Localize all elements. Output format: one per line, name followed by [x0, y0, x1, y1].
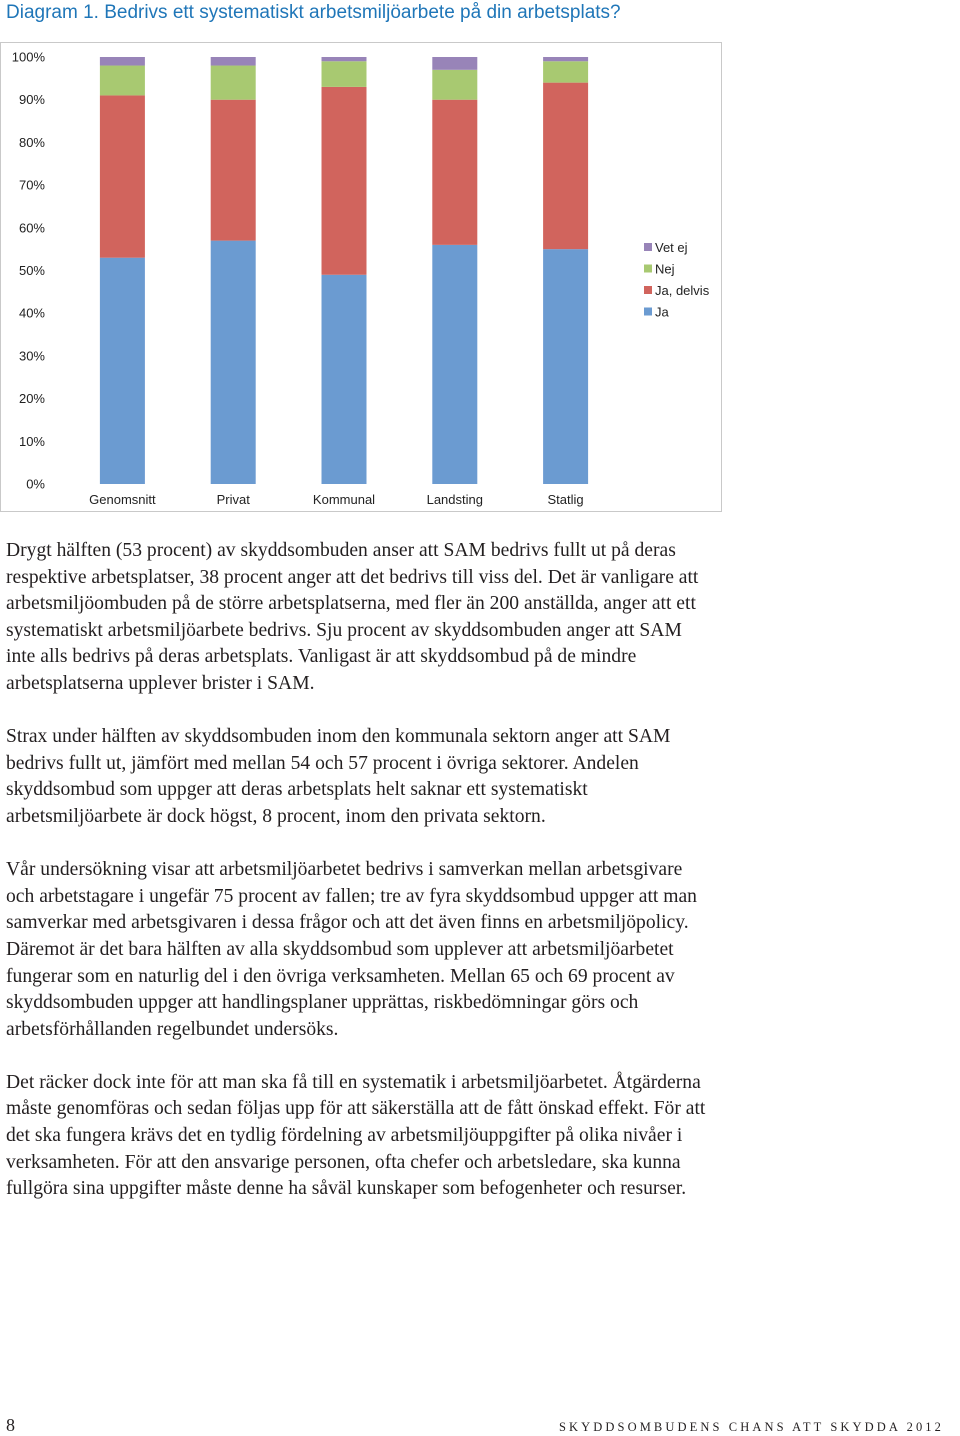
bar-segment-kommunal-nej [322, 61, 367, 87]
bar-segment-kommunal-ja-delvis [322, 87, 367, 275]
x-category-label: Privat [216, 492, 250, 507]
bar-segment-privat-ja [211, 241, 256, 484]
y-tick-label: 60% [18, 220, 45, 236]
bar-segment-statlig-ja-delvis [543, 83, 588, 250]
stacked-bar-chart [0, 42, 722, 512]
bar-segment-statlig-vet-ej [543, 57, 588, 61]
paragraph-3: Vår undersökning visar att arbetsmiljöarbetet bedrivs i samverkan mellan arbetsgivare och arbetstagare i ungefär 75 procent av fallen; tre av fyra skyddsombud uppger att man samverkar med arbetsgivaren i dessa frågor och att det även finns en arbetsmiljöpolicy. Däremot är det bara hälften av alla skyddsombud som upplever att arbetsmiljöarbetet fungerar som en naturlig del i den övriga verksamheten. Mellan 65 och 69 procent av skyddsombuden uppger att handlingsplaner upprättas, riskbedömningar görs och arbetsförhållanden regelbundet undersöks. [6, 859, 697, 1040]
paragraph-4: Det räcker dock inte för att man ska få till en systematik i arbetsmiljöarbetet. Åtgärderna måste genomföras och sedan följas upp för att säkerställa att de fått önskad effekt. För att det ska fungera krävs det en tydlig fördelning av arbetsmiljöuppgifter på olika nivåer i verksamheten. För att den ansvarige personen, ofta chefer och arbetsledare, ska kunna fullgöra sina uppgifter måste denne ha såväl kunskaper som befogenheter och resurser. [6, 1071, 706, 1200]
bar-segment-landsting-vet-ej [432, 57, 477, 70]
figure-title: Diagram 1. Bedrivs ett systematiskt arbetsmiljöarbete på din arbetsplats? [6, 2, 621, 23]
legend-swatch [644, 243, 652, 251]
x-category-label: Kommunal [312, 492, 376, 507]
y-tick-label: 90% [18, 92, 45, 108]
y-tick-label: 30% [18, 348, 45, 364]
running-footer: SKYDDSOMBUDENS CHANS ATT SKYDDA 2012 [558, 1420, 944, 1434]
y-tick-label: 70% [18, 177, 45, 193]
bar-segment-genomsnitt-ja [100, 258, 145, 484]
bar-segment-landsting-ja [432, 245, 477, 484]
y-tick-label: 100% [11, 49, 45, 65]
bar-segment-privat-vet-ej [211, 57, 256, 66]
y-tick-label: 40% [18, 305, 45, 321]
bar-segment-statlig-ja [543, 249, 588, 484]
legend-swatch [644, 286, 652, 294]
bar-segment-privat-nej [211, 66, 256, 100]
legend-label: Nej [655, 261, 675, 277]
bar-segment-genomsnitt-nej [100, 66, 145, 96]
page-number: 8 [6, 1415, 15, 1435]
x-category-label: Statlig [547, 492, 584, 507]
legend-label: Vet ej [655, 240, 688, 255]
paragraph-1: Drygt hälften (53 procent) av skyddsombuden anser att SAM bedrivs fullt ut på deras respektive arbetsplatser, 38 procent anger att det bedrivs till viss del. Det är vanligare att arbetsmiljöombuden på de större arbetsplatserna, med fler än 200 anställda, anger att ett systematiskt arbetsmiljöarbete bedrivs. Sju procent av skyddsombuden anger att SAM inte alls bedrivs på deras arbetsplats. Vanligast är att skyddsombud på de mindre arbetsplatserna upplever brister i SAM. [6, 540, 699, 694]
y-tick-label: 80% [18, 134, 45, 150]
body-text [6, 538, 712, 1229]
bar-segment-genomsnitt-vet-ej [100, 57, 145, 66]
y-tick-label: 20% [18, 391, 45, 407]
x-category-label: Genomsnitt [89, 492, 156, 507]
bar-segment-kommunal-vet-ej [322, 57, 367, 61]
paragraph-2: Strax under hälften av skyddsombuden inom den kommunala sektorn anger att SAM bedrivs fullt ut, jämfört med mellan 54 och 57 procent i övriga sektorer. Andelen skyddsombud som uppger att deras arbetsplats helt saknar ett systematiskt arbetsmiljöarbete är dock högst, 8 procent, inom den privata sektorn. [6, 726, 671, 827]
legend-swatch [644, 308, 652, 316]
y-tick-label: 0% [26, 476, 45, 492]
bar-segment-genomsnitt-ja-delvis [100, 95, 145, 257]
legend-label: Ja [655, 304, 669, 320]
bar-segment-landsting-ja-delvis [432, 100, 477, 245]
chart-canvas [1, 43, 723, 513]
x-category-label: Landsting [426, 492, 483, 507]
legend-swatch [644, 265, 652, 273]
bar-segment-landsting-nej [432, 70, 477, 100]
y-tick-label: 10% [18, 433, 45, 449]
y-tick-label: 50% [18, 263, 45, 278]
bar-segment-privat-ja-delvis [211, 100, 256, 241]
bar-segment-kommunal-ja [322, 275, 367, 484]
legend-label: Ja, delvis [655, 283, 710, 298]
bar-segment-statlig-nej [543, 61, 588, 82]
